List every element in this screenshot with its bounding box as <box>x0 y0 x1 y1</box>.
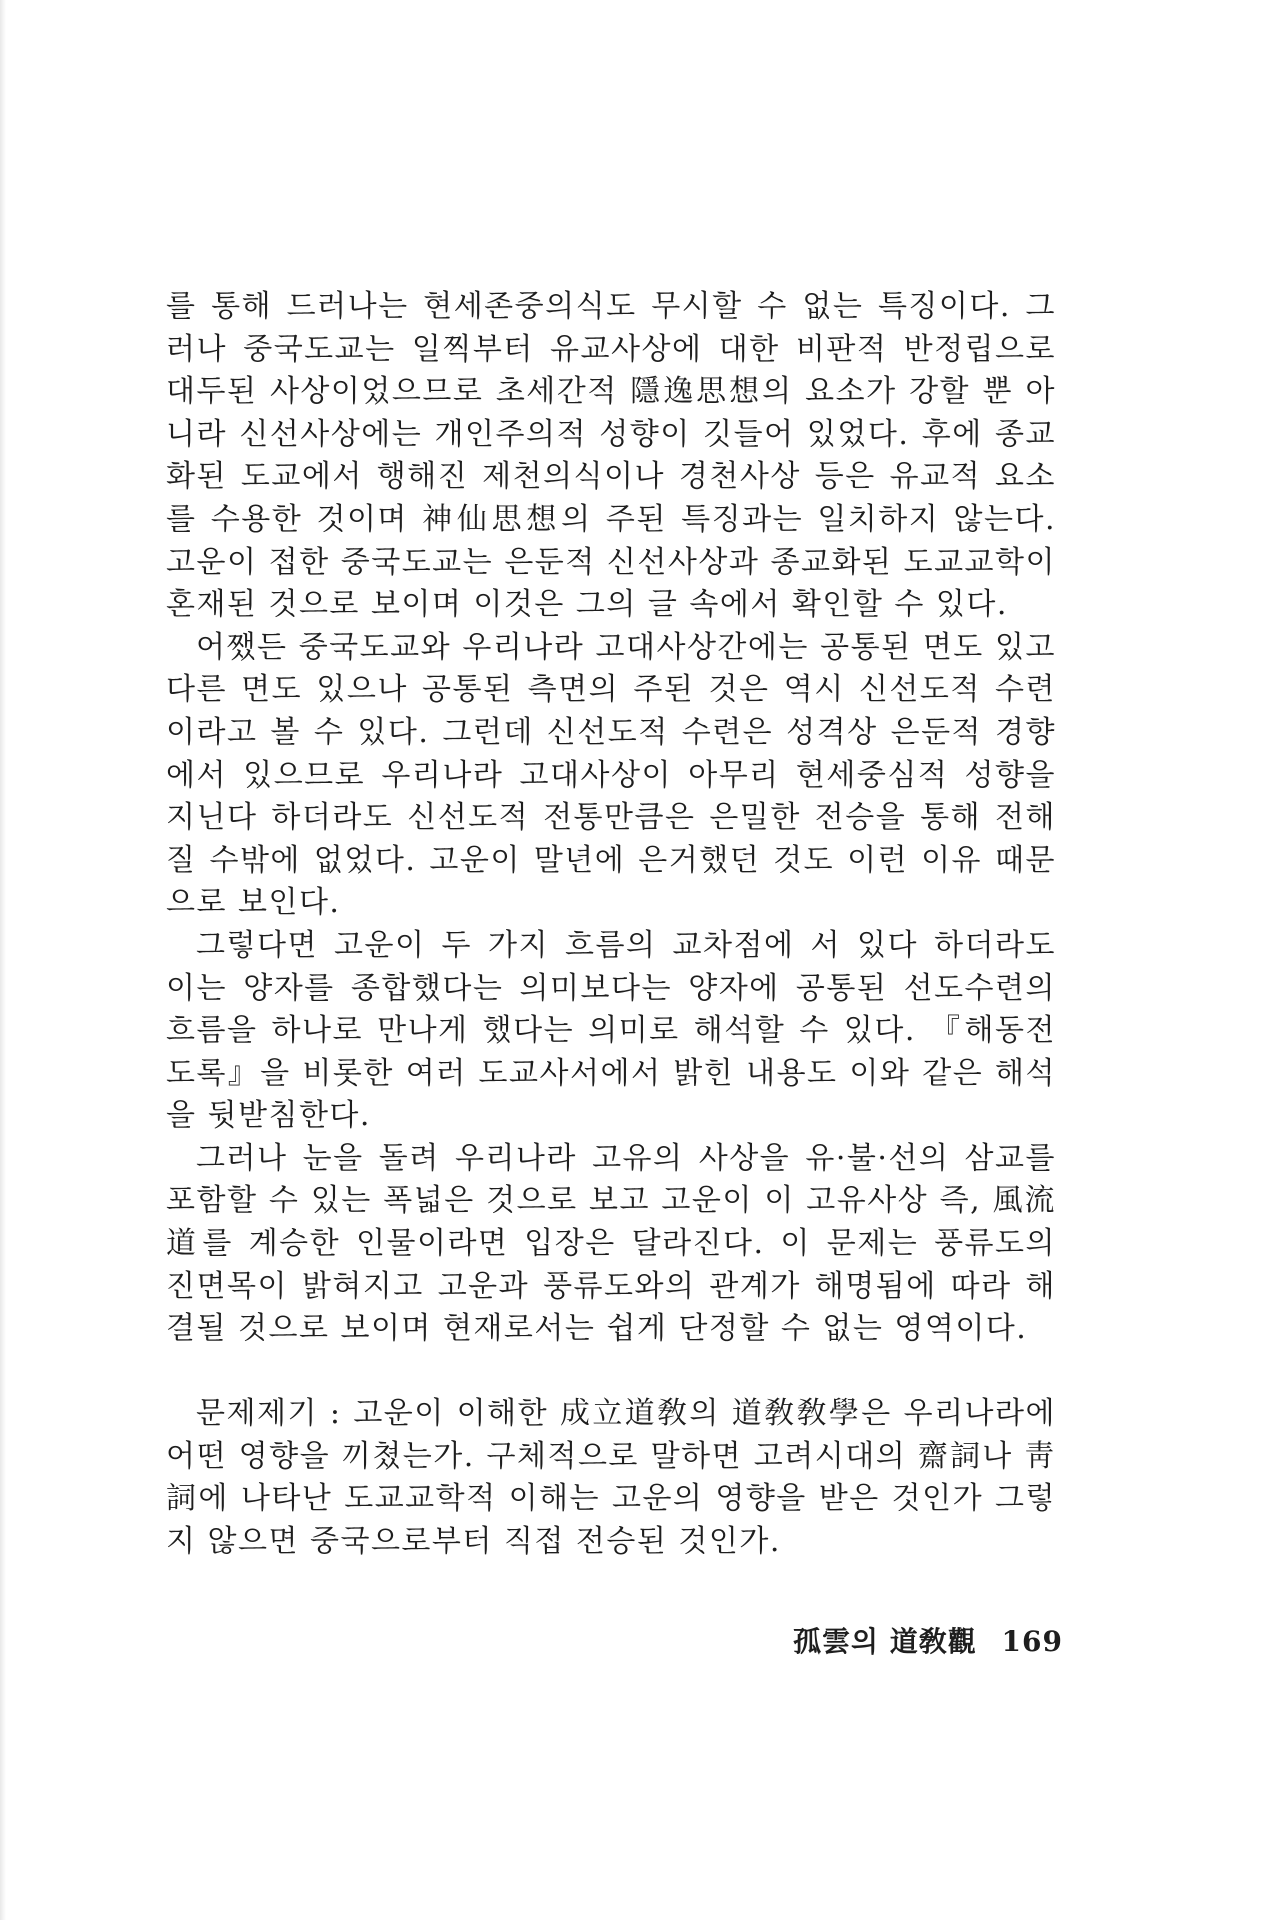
paragraph-2: 어쨌든 중국도교와 우리나라 고대사상간에는 공통된 면도 있고 다른 면도 있으나 공통된 측면의 주된 것은 역시 신선도적 수련이라고 볼 수 있다. 그런데 신선도적 수련은 성격상 은둔적 경향에서 있으므로 우리나라 고대사상이 아무리 현세중심적 성향을 지닌다 하더라도 신선도적 전통만큼은 은밀한 전승을 통해 전해질 수밖에 없었다. 고운이 말년에 은거했던 것도 이런 이유 때문으로 보인다. <box>166 629 1056 921</box>
page-footer <box>793 1620 1077 1660</box>
scan-edge <box>0 0 6 1920</box>
paragraph-4: 그러나 눈을 돌려 우리나라 고유의 사상을 유·불·선의 삼교를 포함할 수 있는 폭넓은 것으로 보고 고운이 이 고유사상 즉, 風流道를 계승한 인물이라면 입장은 달라진다. 이 문제는 풍류도의 진면목이 밝혀지고 고운과 풍류도와의 관계가 해명됨에 따라 해결될 것으로 보이며 현재로서는 쉽게 단정할 수 없는 영역이다. <box>166 1140 1056 1347</box>
question-box <box>166 1393 1056 1563</box>
question-text: 문제제기 : 고운이 이해한 成立道敎의 道敎敎學은 우리나라에 어떤 영향을 끼쳤는가. 구체적으로 말하면 고려시대의 齋詞나 靑詞에 나타난 도교교학적 이해는 고운의 영향을 받은 것인가 그렇지 않으면 중국으로부터 직접 전승된 것인가. <box>166 1396 1056 1559</box>
paragraph-3: 그렇다면 고운이 두 가지 흐름의 교차점에 서 있다 하더라도 이는 양자를 종합했다는 의미보다는 양자에 공통된 선도수련의 흐름을 하나로 만나게 했다는 의미로 해석할 수 있다. 『해동전도록』을 비롯한 여러 도교사서에서 밝힌 내용도 이와 같은 해석을 뒷받침한다. <box>166 927 1056 1134</box>
page-number: 169 <box>1001 1625 1063 1658</box>
running-title: 孤雲의 道敎觀 <box>793 1625 977 1658</box>
body-text <box>166 286 1056 1351</box>
paragraph-1: 를 통해 드러나는 현세존중의식도 무시할 수 없는 특징이다. 그러나 중국도교는 일찍부터 유교사상에 대한 비판적 반정립으로 대두된 사상이었으므로 초세간적 隱逸思想의 요소가 강할 뿐 아니라 신선사상에는 개인주의적 성향이 깃들어 있었다. 후에 종교화된 도교에서 행해진 제천의식이나 경천사상 등은 유교적 요소를 수용한 것이며 神仙思想의 주된 특징과는 일치하지 않는다. 고운이 접한 중국도교는 은둔적 신선사상과 종교화된 도교교학이 혼재된 것으로 보이며 이것은 그의 글 속에서 확인할 수 있다. <box>166 289 1056 623</box>
